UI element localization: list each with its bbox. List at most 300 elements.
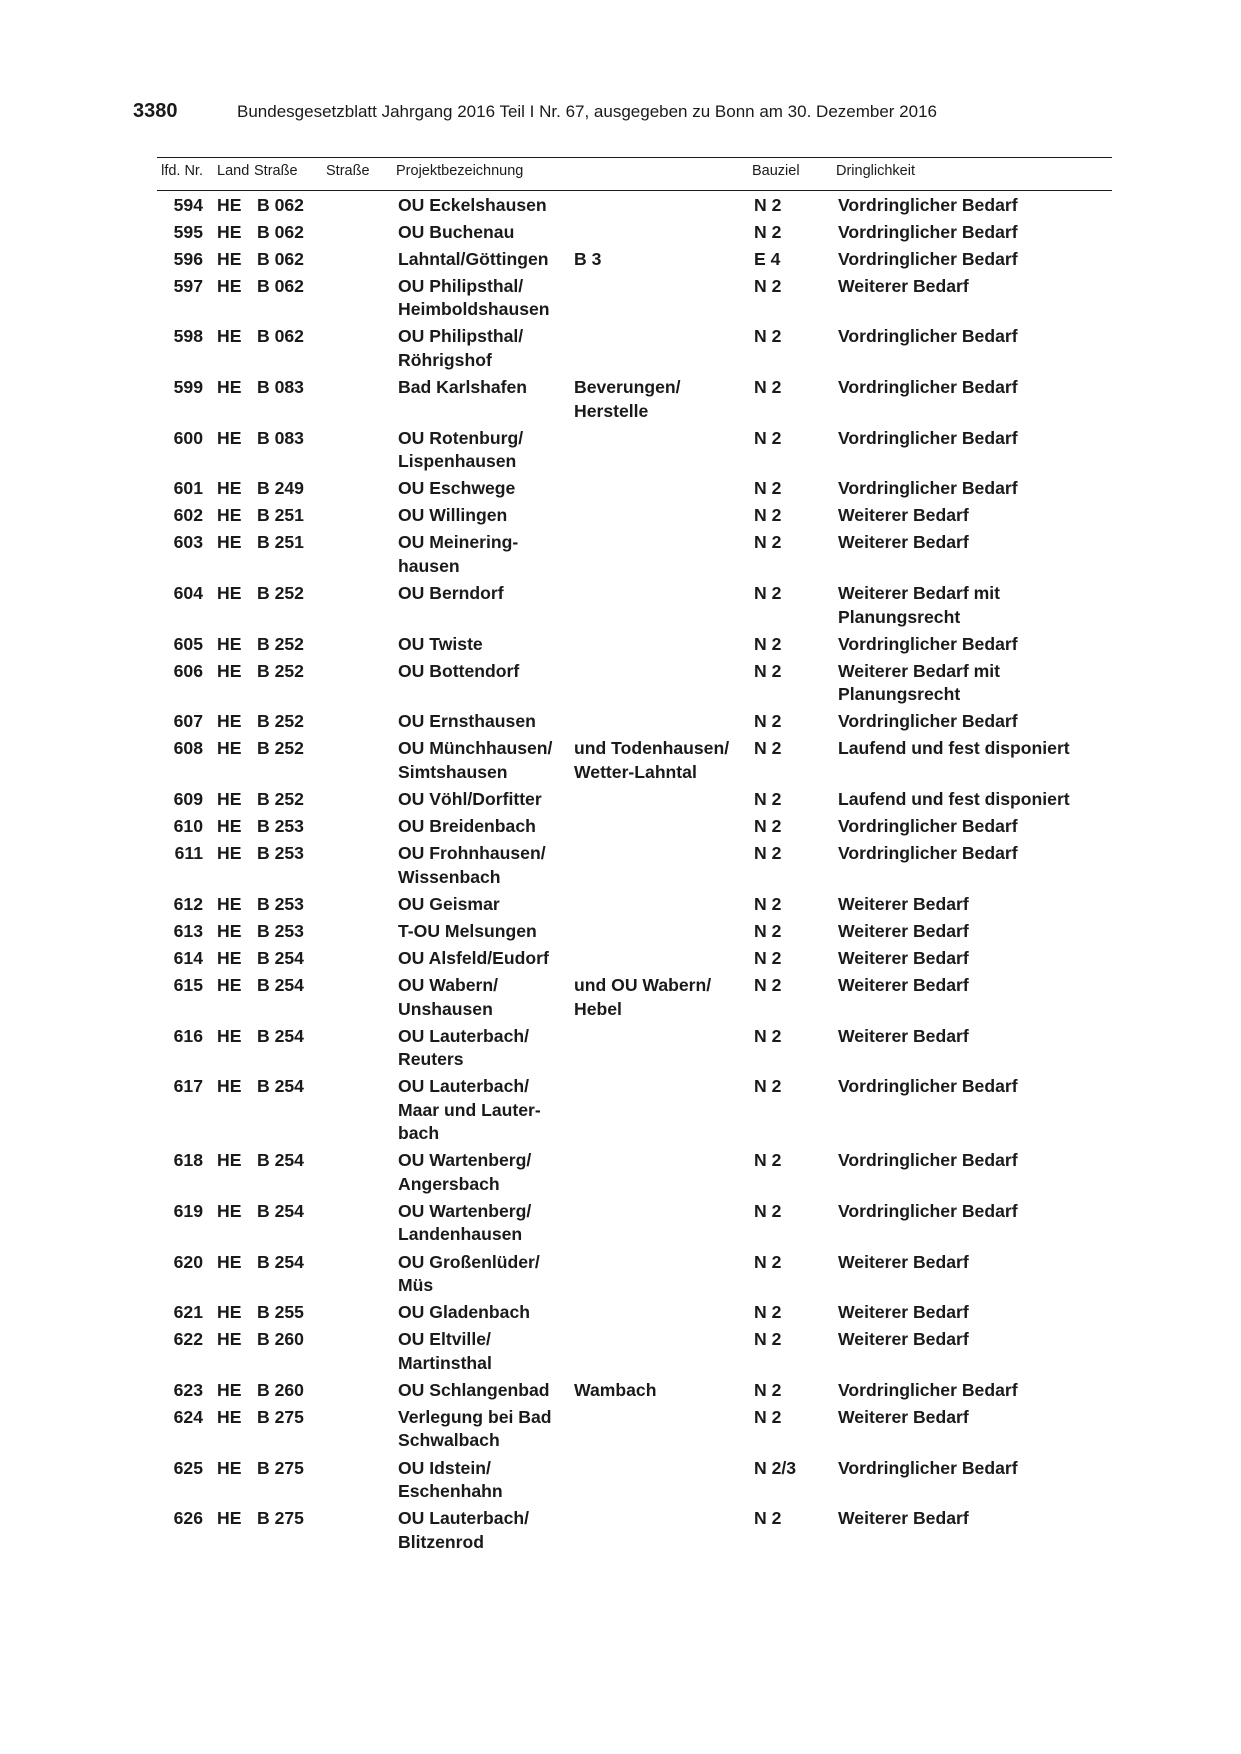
cell-strasse-2 [326,578,396,629]
column-header-strasse-2: Straße [326,163,370,179]
running-title: Bundesgesetzblatt Jahrgang 2016 Teil I Nr. 67, ausgegeben zu Bonn am 30. Dezember 2016 [237,102,937,121]
cell-dringlichkeit: Vordringlicher Bedarf [838,427,1018,448]
table-row [157,629,1112,656]
cell-strasse-2 [326,707,396,734]
cell-strasse-2 [326,839,396,890]
cell-projektbezeichnung: OU Meinering- hausen [398,532,519,576]
cell-lfd-nr: 605 [173,633,203,654]
cell-lfd-nr: 626 [173,1508,203,1529]
table-row [157,372,1112,423]
cell-strasse-2 [326,1298,396,1325]
cell-bauziel: N 2 [754,893,782,914]
column-header-strasse: Straße [254,163,298,179]
column-header-bauziel: Bauziel [752,163,800,179]
table-row [157,1247,1112,1298]
table-row [157,707,1112,734]
cell-bauziel: N 2/3 [754,1457,797,1478]
table-row [157,501,1112,528]
cell-lfd-nr: 617 [173,1076,203,1097]
cell-projektbezeichnung: OU Rotenburg/ Lispenhausen [398,427,524,472]
table-row [157,943,1112,970]
cell-projektbezeichnung: OU Wartenberg/ Angersbach [398,1150,532,1194]
cell-projektbezeichnung-2 [572,578,752,629]
cell-projektbezeichnung: OU Idstein/ Eschenhahn [398,1457,503,1501]
table-row [157,528,1112,579]
cell-lfd-nr: 607 [173,711,203,732]
cell-dringlichkeit: Weiterer Bedarf [838,1025,969,1046]
cell-dringlichkeit: Weiterer Bedarf [838,505,969,526]
cell-dringlichkeit: Vordringlicher Bedarf [838,377,1018,398]
cell-strasse-2 [326,190,396,217]
cell-projektbezeichnung-2 [572,1072,752,1146]
cell-strasse-2 [326,1325,396,1376]
cell-bauziel: N 2 [754,1251,782,1272]
cell-land: HE [217,1329,242,1350]
cell-projektbezeichnung-2: Beverungen/ Herstelle [574,377,681,421]
cell-bauziel: N 2 [754,377,782,398]
cell-land: HE [217,1379,242,1400]
table-row [157,190,1112,217]
cell-strasse-2 [326,474,396,501]
cell-projektbezeichnung: OU Berndorf [398,583,504,604]
cell-dringlichkeit: Weiterer Bedarf mit Planungsrecht [838,583,1000,627]
cell-dringlichkeit: Weiterer Bedarf [838,947,969,968]
cell-lfd-nr: 599 [173,377,203,398]
cell-bauziel: N 2 [754,660,782,681]
cell-bauziel: N 2 [754,478,782,499]
cell-projektbezeichnung-2 [572,1325,752,1376]
cell-land: HE [217,893,242,914]
cell-strasse: B 083 [257,427,304,448]
cell-bauziel: N 2 [754,1025,782,1046]
cell-strasse: B 260 [257,1329,304,1350]
cell-lfd-nr: 624 [173,1406,203,1427]
cell-projektbezeichnung: OU Twiste [398,633,483,654]
cell-projektbezeichnung: OU Münchhausen/ Simtshausen [398,738,553,782]
cell-strasse-2 [326,1402,396,1453]
cell-lfd-nr: 614 [173,947,203,968]
table-row [157,474,1112,501]
cell-strasse: B 254 [257,947,304,968]
table-row [157,1402,1112,1453]
cell-lfd-nr: 612 [173,893,203,914]
cell-strasse: B 252 [257,633,304,654]
cell-strasse-2 [326,501,396,528]
table-row [157,1021,1112,1072]
cell-lfd-nr: 600 [173,427,203,448]
cell-projektbezeichnung-2 [572,1021,752,1072]
cell-bauziel: N 2 [754,1508,782,1529]
cell-land: HE [217,738,242,759]
cell-projektbezeichnung-2 [572,423,752,474]
cell-projektbezeichnung: OU Frohnhausen/ Wissenbach [398,843,546,887]
table-row [157,271,1112,322]
cell-bauziel: N 2 [754,843,782,864]
cell-lfd-nr: 608 [173,738,203,759]
table-row [157,423,1112,474]
cell-land: HE [217,975,242,996]
cell-dringlichkeit: Vordringlicher Bedarf [838,816,1018,837]
cell-dringlichkeit: Laufend und fest disponiert [838,789,1070,809]
cell-strasse: B 252 [257,660,304,681]
cell-dringlichkeit: Weiterer Bedarf [838,1406,969,1427]
page-number: 3380 [133,100,178,122]
cell-dringlichkeit: Vordringlicher Bedarf [838,194,1018,215]
table-row [157,1504,1112,1555]
cell-projektbezeichnung: OU Eschwege [398,478,516,499]
cell-lfd-nr: 610 [173,816,203,837]
cell-dringlichkeit: Vordringlicher Bedarf [838,1457,1018,1478]
table-row [157,244,1112,271]
cell-land: HE [217,221,242,242]
cell-lfd-nr: 602 [173,505,203,526]
cell-projektbezeichnung: Lahntal/Göttingen [398,248,549,269]
cell-lfd-nr: 613 [173,920,203,941]
cell-projektbezeichnung-2: und Todenhausen/ Wetter-Lahntal [574,738,730,782]
cell-projektbezeichnung-2 [572,1146,752,1197]
cell-strasse: B 275 [257,1406,304,1427]
cell-strasse-2 [326,1453,396,1504]
cell-bauziel: N 2 [754,583,782,604]
cell-strasse: B 255 [257,1302,304,1323]
table-row [157,970,1112,1021]
cell-strasse: B 253 [257,920,304,941]
cell-bauziel: N 2 [754,738,782,759]
cell-projektbezeichnung: OU Buchenau [398,221,515,242]
cell-strasse-2 [326,970,396,1021]
cell-projektbezeichnung: OU Ernsthausen [398,711,536,732]
cell-strasse-2 [326,943,396,970]
cell-strasse: B 251 [257,532,304,553]
cell-strasse-2 [326,1021,396,1072]
table-header-row [157,158,1112,190]
table-row [157,1196,1112,1247]
cell-land: HE [217,248,242,269]
table-row [157,889,1112,916]
cell-projektbezeichnung-2 [572,1196,752,1247]
cell-projektbezeichnung-2 [572,217,752,244]
cell-projektbezeichnung-2 [572,656,752,707]
cell-lfd-nr: 601 [173,478,203,499]
cell-strasse-2 [326,244,396,271]
cell-projektbezeichnung-2 [572,629,752,656]
table-row [157,916,1112,943]
cell-bauziel: N 2 [754,505,782,526]
cell-land: HE [217,583,242,604]
column-header-dringlichkeit: Dringlichkeit [836,163,915,179]
table-row [157,322,1112,373]
cell-land: HE [217,478,242,499]
cell-projektbezeichnung: OU Philipsthal/ Heimboldshausen [398,275,550,320]
cell-projektbezeichnung: OU Breidenbach [398,816,536,837]
cell-projektbezeichnung: OU Lauterbach/ Blitzenrod [398,1508,529,1552]
cell-strasse: B 254 [257,1200,304,1221]
cell-strasse-2 [326,1146,396,1197]
cell-projektbezeichnung-2 [572,1247,752,1298]
cell-projektbezeichnung: OU Wabern/ Unshausen [398,975,499,1019]
cell-bauziel: N 2 [754,275,782,296]
cell-projektbezeichnung-2 [572,784,752,811]
cell-strasse: B 253 [257,816,304,837]
cell-projektbezeichnung-2 [572,707,752,734]
cell-bauziel: N 2 [754,1150,782,1171]
cell-dringlichkeit: Vordringlicher Bedarf [838,711,1018,732]
cell-projektbezeichnung-2 [572,528,752,579]
table-row [157,217,1112,244]
cell-dringlichkeit: Weiterer Bedarf [838,893,969,914]
cell-strasse: B 252 [257,711,304,732]
cell-projektbezeichnung: OU Vöhl/Dorfitter [398,789,542,809]
cell-lfd-nr: 606 [173,660,203,681]
cell-projektbezeichnung: OU Schlangenbad [398,1379,550,1400]
cell-land: HE [217,377,242,398]
cell-projektbezeichnung-2 [572,190,752,217]
cell-land: HE [217,1150,242,1171]
cell-dringlichkeit: Vordringlicher Bedarf [838,633,1018,654]
cell-bauziel: N 2 [754,711,782,732]
cell-projektbezeichnung: OU Lauterbach/ Reuters [398,1025,529,1070]
table-row [157,1375,1112,1402]
cell-lfd-nr: 619 [173,1200,203,1221]
cell-strasse-2 [326,1247,396,1298]
cell-land: HE [217,1302,242,1323]
cell-lfd-nr: 594 [173,194,203,215]
cell-strasse: B 062 [257,221,304,242]
cell-projektbezeichnung-2 [572,271,752,322]
cell-bauziel: N 2 [754,1379,782,1400]
cell-bauziel: N 2 [754,1329,782,1350]
cell-projektbezeichnung: OU Gladenbach [398,1302,530,1323]
cell-projektbezeichnung: T-OU Melsungen [398,920,537,941]
cell-lfd-nr: 625 [173,1457,203,1478]
cell-strasse: B 254 [257,1251,304,1272]
table-row [157,1325,1112,1376]
cell-land: HE [217,194,242,215]
cell-lfd-nr: 622 [173,1329,203,1350]
cell-dringlichkeit: Weiterer Bedarf [838,1302,969,1323]
cell-strasse-2 [326,1072,396,1146]
cell-lfd-nr: 623 [173,1379,203,1400]
table-row [157,578,1112,629]
cell-land: HE [217,711,242,732]
cell-land: HE [217,275,242,296]
cell-projektbezeichnung: OU Eltville/ Martinsthal [398,1329,492,1373]
road-project-table [157,158,1112,1554]
cell-dringlichkeit: Vordringlicher Bedarf [838,248,1018,269]
cell-bauziel: N 2 [754,1406,782,1427]
cell-dringlichkeit: Weiterer Bedarf mit Planungsrecht [838,660,1000,705]
cell-strasse: B 254 [257,1150,304,1171]
cell-projektbezeichnung: OU Willingen [398,505,508,526]
cell-land: HE [217,920,242,941]
cell-projektbezeichnung: OU Bottendorf [398,660,520,681]
cell-strasse: B 275 [257,1508,304,1529]
cell-strasse: B 083 [257,377,304,398]
cell-strasse-2 [326,271,396,322]
table-row [157,784,1112,811]
cell-projektbezeichnung-2 [572,501,752,528]
cell-bauziel: N 2 [754,789,782,809]
cell-bauziel: N 2 [754,326,782,347]
cell-dringlichkeit: Vordringlicher Bedarf [838,1076,1018,1097]
cell-projektbezeichnung-2 [572,812,752,839]
cell-lfd-nr: 621 [173,1302,203,1323]
cell-land: HE [217,427,242,448]
cell-bauziel: N 2 [754,816,782,837]
table-row [157,1146,1112,1197]
cell-land: HE [217,1508,242,1529]
cell-strasse-2 [326,629,396,656]
cell-land: HE [217,843,242,864]
cell-projektbezeichnung-2: B 3 [574,248,602,269]
cell-strasse: B 252 [257,738,304,759]
cell-bauziel: N 2 [754,975,782,996]
cell-bauziel: E 4 [754,248,781,269]
cell-land: HE [217,947,242,968]
cell-strasse-2 [326,322,396,373]
cell-lfd-nr: 615 [173,975,203,996]
cell-dringlichkeit: Weiterer Bedarf [838,1508,969,1529]
cell-dringlichkeit: Vordringlicher Bedarf [838,1379,1018,1400]
cell-strasse: B 254 [257,975,304,996]
cell-bauziel: N 2 [754,1076,782,1097]
cell-bauziel: N 2 [754,194,782,215]
cell-land: HE [217,1457,242,1478]
cell-projektbezeichnung: OU Alsfeld/Eudorf [398,947,549,968]
cell-land: HE [217,633,242,654]
cell-dringlichkeit: Weiterer Bedarf [838,532,969,553]
cell-dringlichkeit: Laufend und fest disponiert [838,738,1070,759]
cell-strasse: B 249 [257,478,304,499]
cell-land: HE [217,1025,242,1046]
cell-projektbezeichnung: Verlegung bei Bad Schwalbach [398,1406,552,1451]
cell-projektbezeichnung: Bad Karlshafen [398,377,528,398]
cell-projektbezeichnung-2 [572,474,752,501]
cell-dringlichkeit: Vordringlicher Bedarf [838,326,1018,347]
cell-strasse-2 [326,1375,396,1402]
cell-projektbezeichnung: OU Lauterbach/ Maar und Lauter- bach [398,1076,541,1144]
cell-land: HE [217,1406,242,1427]
cell-dringlichkeit: Weiterer Bedarf [838,275,969,296]
cell-dringlichkeit: Vordringlicher Bedarf [838,478,1018,499]
cell-bauziel: N 2 [754,947,782,968]
cell-strasse-2 [326,528,396,579]
cell-bauziel: N 2 [754,427,782,448]
table-row [157,812,1112,839]
cell-bauziel: N 2 [754,920,782,941]
cell-projektbezeichnung: OU Eckelshausen [398,194,547,215]
cell-lfd-nr: 616 [173,1025,203,1046]
table-row [157,1072,1112,1146]
cell-strasse: B 252 [257,789,304,809]
cell-dringlichkeit: Vordringlicher Bedarf [838,843,1018,864]
cell-land: HE [217,789,242,809]
cell-bauziel: N 2 [754,1200,782,1221]
cell-land: HE [217,532,242,553]
cell-strasse: B 254 [257,1076,304,1097]
table-row [157,656,1112,707]
cell-strasse-2 [326,217,396,244]
table-row [157,1298,1112,1325]
cell-projektbezeichnung-2 [572,1504,752,1555]
cell-projektbezeichnung-2 [572,1298,752,1325]
cell-projektbezeichnung-2 [572,839,752,890]
cell-lfd-nr: 596 [173,248,203,269]
cell-strasse-2 [326,916,396,943]
cell-projektbezeichnung-2 [572,916,752,943]
cell-land: HE [217,1251,242,1272]
cell-lfd-nr: 603 [173,532,203,553]
cell-projektbezeichnung-2 [572,322,752,373]
cell-projektbezeichnung-2 [572,943,752,970]
cell-lfd-nr: 618 [173,1150,203,1171]
cell-bauziel: N 2 [754,532,782,553]
cell-projektbezeichnung: OU Großenlüder/ Müs [398,1251,540,1296]
cell-lfd-nr: 620 [173,1251,203,1272]
cell-strasse: B 062 [257,194,304,215]
table-body [157,190,1112,1554]
cell-dringlichkeit: Vordringlicher Bedarf [838,1200,1018,1221]
cell-projektbezeichnung-2: und OU Wabern/ Hebel [574,975,712,1019]
cell-land: HE [217,1200,242,1221]
column-header-land: Land [217,163,250,179]
cell-lfd-nr: 609 [173,789,203,809]
cell-strasse-2 [326,1504,396,1555]
cell-projektbezeichnung-2 [572,889,752,916]
cell-strasse: B 251 [257,505,304,526]
table-row [157,839,1112,890]
cell-strasse-2 [326,889,396,916]
cell-strasse: B 254 [257,1025,304,1046]
cell-projektbezeichnung: OU Philipsthal/ Röhrigshof [398,326,524,370]
cell-land: HE [217,505,242,526]
cell-strasse-2 [326,812,396,839]
cell-strasse: B 253 [257,893,304,914]
cell-lfd-nr: 611 [174,843,203,864]
cell-projektbezeichnung: OU Geismar [398,893,500,914]
cell-strasse-2 [326,734,396,785]
cell-strasse: B 253 [257,843,304,864]
cell-land: HE [217,326,242,347]
cell-strasse-2 [326,784,396,811]
cell-strasse: B 260 [257,1379,304,1400]
column-header-lfd-nr: lfd. Nr. [161,163,203,179]
cell-strasse-2 [326,1196,396,1247]
table-header [157,158,1112,190]
cell-strasse: B 062 [257,275,304,296]
table-row [157,734,1112,785]
cell-dringlichkeit: Vordringlicher Bedarf [838,1150,1018,1171]
table-row [157,1453,1112,1504]
cell-lfd-nr: 604 [173,583,203,604]
cell-dringlichkeit: Vordringlicher Bedarf [838,221,1018,242]
cell-bauziel: N 2 [754,633,782,654]
cell-projektbezeichnung-2 [572,1402,752,1453]
cell-projektbezeichnung-2: Wambach [574,1379,657,1400]
cell-strasse: B 062 [257,326,304,347]
column-header-projektbezeichnung: Projektbezeichnung [396,163,524,179]
cell-lfd-nr: 595 [173,221,203,242]
cell-strasse-2 [326,372,396,423]
cell-bauziel: N 2 [754,221,782,242]
cell-dringlichkeit: Weiterer Bedarf [838,975,969,996]
cell-dringlichkeit: Weiterer Bedarf [838,1251,969,1272]
page-header [133,100,1108,128]
cell-land: HE [217,1076,242,1097]
cell-strasse: B 062 [257,248,304,269]
cell-strasse-2 [326,423,396,474]
cell-strasse: B 275 [257,1457,304,1478]
